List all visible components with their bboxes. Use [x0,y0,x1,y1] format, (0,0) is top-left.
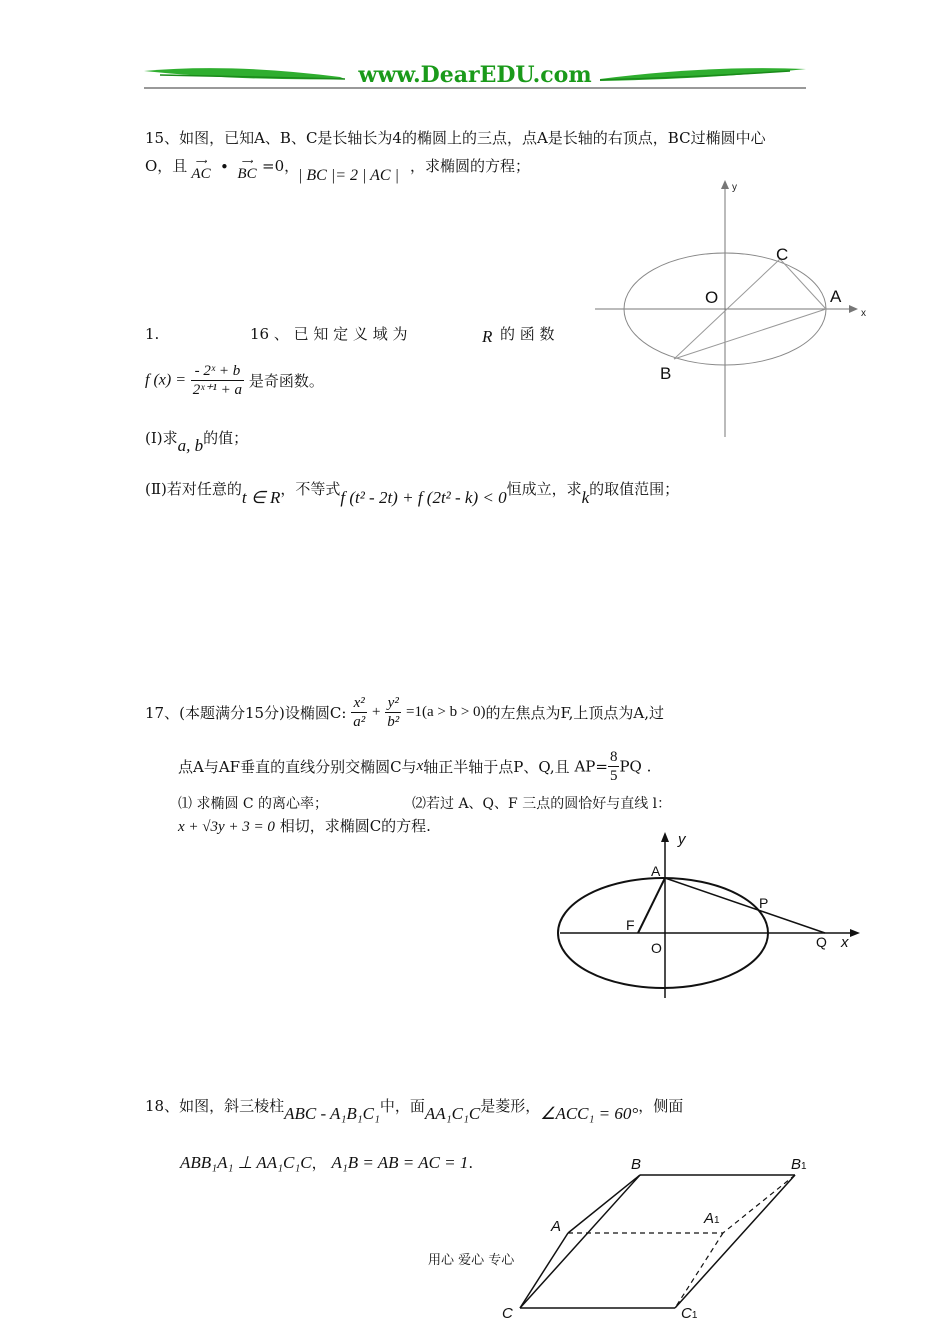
q17-frac-y-den: b² [387,714,400,730]
q17-line2-x: x [416,758,424,774]
q17-segment-aq [665,878,825,933]
q18-face: AA₁C₁C [424,1104,481,1123]
q15-vec-bc: ⟶ BC [237,157,257,182]
q18-edge-bc [520,1175,640,1308]
q17-frac-x-num: x² [351,694,367,713]
q17-ellipse-figure [550,826,870,1006]
q16-f-desc: 是奇函数。 [248,372,324,390]
q16-f-denominator: 2ˣ⁺¹ + a [192,382,243,398]
q17-segment-af [638,878,665,933]
q16-number: 1. [145,325,160,343]
q15-label-a: A [830,287,842,306]
q15-vec-ac: ⟶ AC [191,157,211,182]
q17-condition: =1(a > b > 0) [406,704,486,720]
q18-label-b: B [631,1156,642,1173]
header-site-name: www.DearEDU.com [358,62,592,88]
q15-line2 [145,156,187,176]
q15-segment-ca [780,259,826,309]
q17-frac-x-den: a² [353,714,366,730]
q17-label-f: F [626,917,635,933]
q16-part1 [145,428,249,455]
q15-ellipse-figure [590,175,880,440]
q16-part2-mid2: 恒成立，求 [506,480,582,498]
q15-line1: 15、如图，已知A、B、C是长轴长为4的椭圆上的三点，点A是长轴的右顶点，BC过椭圆中心 [145,129,766,147]
q17-line2-mid: 轴正半轴于点P、Q,且 [423,758,570,776]
q15-segment-ab [674,309,826,359]
q18-edge-a1c1 [675,1233,723,1308]
q15-label-y: y [732,182,737,193]
q15-dot: • [220,158,229,176]
q16-part2-mid: ，不等式 [280,480,341,498]
q17-line-end [178,816,431,837]
q17-pq: PQ . [619,757,652,776]
q16-f-numerator: - 2ˣ + b [191,362,244,381]
q15-label-o: O [705,288,719,307]
q17-label-x: x [841,934,849,951]
q16-part2-end: 的取值范围； [589,480,680,498]
q15-o-text: O，且 [145,157,188,175]
q16-part1-label: (Ⅰ)求 [145,429,178,447]
q15-label-c: C [776,245,789,264]
q18-label-c1: C1 [681,1305,698,1322]
q17-label-p: P [759,895,769,911]
q18-angle: ∠ACC₁ = 60° [540,1104,639,1123]
q15-eq0: =0， [262,157,300,175]
q15-vec-bc-label: BC [237,166,257,182]
q17-end: 相切，求椭圆C的方程. [279,817,431,835]
q16-head: 16 、 已 知 定 义 域 为 [250,325,408,343]
q18-mid: 中，面 [379,1097,425,1115]
q18-edge-b1a1 [723,1175,795,1233]
q16-part1-vars: a, b [177,436,204,455]
q17-label-y: y [678,831,686,848]
q16-part2-label: (Ⅱ)若对任意的 [145,480,242,498]
q17-label-a: A [651,863,661,879]
q15-abs-eq: | BC |= 2 | AC | [298,167,399,184]
q17-label-o: O [651,940,662,956]
q18-mid2: 是菱形， [480,1097,541,1115]
q15-label-b: B [660,364,672,383]
q17-part1: ⑴ 求椭圆 C 的离心率； [178,796,329,812]
q17-line1 [145,694,664,731]
q17-label-q: Q [816,934,827,950]
q17-frac-x [351,694,367,731]
q18-label-b1: B1 [791,1156,807,1173]
q18-end: ，侧面 [638,1097,684,1115]
q17-frac-y [385,694,401,731]
q17-y-arrow-icon [661,832,669,842]
q18-label-c: C [502,1305,513,1322]
q18-edge-ac [520,1233,568,1308]
q16-part2 [145,479,680,507]
q15-y-arrow-icon [721,180,729,189]
q15-label-x: x [861,308,866,319]
q15-x-arrow-icon [849,305,858,313]
q18-perpendicular: ABB₁A₁ ⊥ AA₁C₁C [180,1153,312,1172]
q18-label-a1: A1 [704,1210,720,1227]
q17-line2-start: 点A与AF垂直的直线分别交椭圆C与 [178,758,417,776]
q16-f-fraction [191,362,244,399]
q16-function [145,362,324,399]
q15-line2-end: ，求椭圆的方程； [410,157,531,175]
q18-line1 [145,1096,684,1123]
header-banner [140,55,810,95]
q17-ratio-num: 8 [609,749,618,765]
q18-prism: ABC - A₁B₁C₁ [284,1104,380,1123]
q17-head: 17、(本题满分15分)设椭圆C: [145,704,347,722]
q18-edge-b1c1 [675,1175,795,1308]
footer-slogan: 用心 爱心 专心 [428,1253,515,1268]
q16-part2-k: k [581,488,590,507]
q15-vec-ac-label: AC [191,166,211,182]
q16-domain-r: R [482,327,493,346]
q18-line2 [180,1153,473,1173]
q17-ratio-den: 5 [609,768,618,784]
q18-equalities: A₁B = AB = AC = 1 [331,1153,469,1172]
q16-part2-inequality: f (t² - 2t) + f (2t² - k) < 0 [340,488,507,507]
q18-label-a: A [551,1218,562,1235]
q16-head-tail: 的 函 数 [500,325,555,343]
q18-prism-figure [495,1150,815,1330]
q17-ratio [608,748,620,785]
q16-part1-end: 的值； [203,429,249,447]
q17-ap: AP= [574,757,608,776]
q17-frac-y-num: y² [385,694,401,713]
q18-sep: ， [311,1154,327,1172]
q17-plus: + [371,704,381,720]
q17-part2: ⑵若过 A、Q、F 三点的圆恰好与直线 l： [412,796,672,812]
q17-head-end: 的左焦点为F,上顶点为A,过 [485,704,664,722]
q16-f-lhs: f (x) = [145,371,186,389]
q17-line2 [178,748,651,785]
q16-part2-t: t ∈ R [241,488,281,507]
q17-x-arrow-icon [850,929,860,937]
q18-edge-ba [568,1175,640,1233]
q17-line-equation: x + √3y + 3 = 0 [178,819,275,835]
q18-line2-end: . [468,1154,474,1172]
q18-head: 18、如图，斜三棱柱 [145,1097,285,1115]
